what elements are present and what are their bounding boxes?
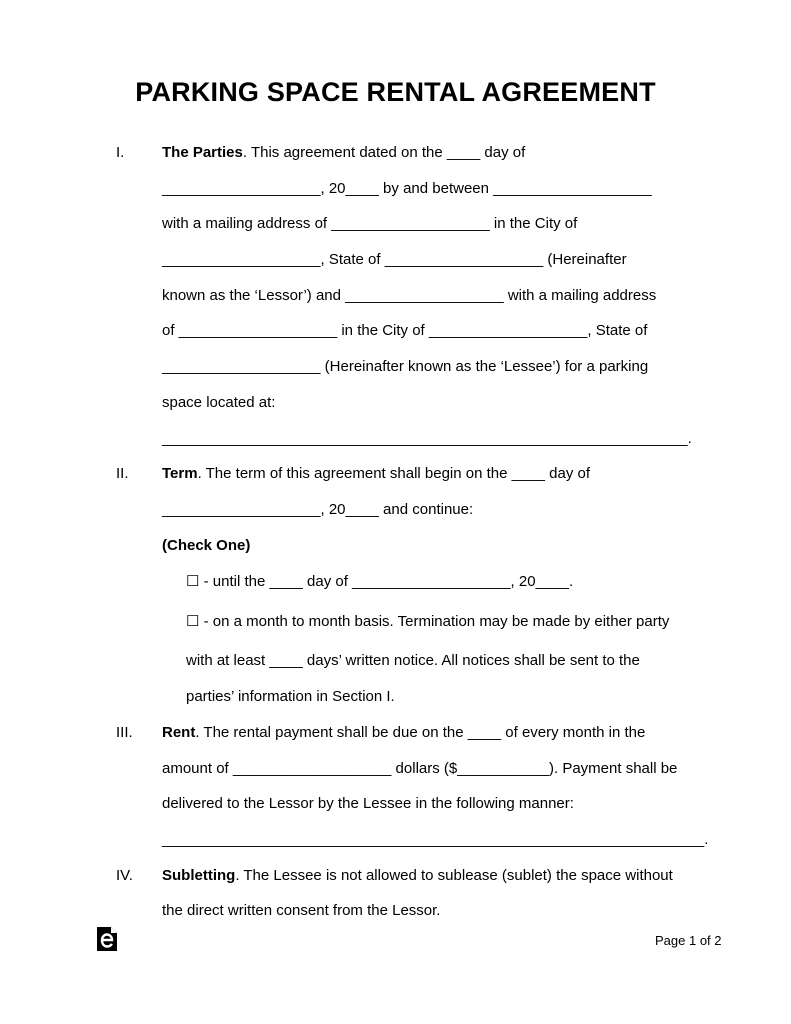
section-number: I. bbox=[116, 144, 125, 161]
section-term-line-1 bbox=[162, 465, 590, 483]
term-option-line-2: with at least ____ days’ written notice. All notices shall be sent to the bbox=[186, 652, 640, 669]
section-text: . This agreement dated on the ____ day of bbox=[242, 144, 526, 161]
section-subletting-line-1 bbox=[162, 867, 673, 885]
section-parties-line-2: ___________________, 20____ by and between ___________________ bbox=[162, 180, 652, 197]
section-heading: Rent bbox=[162, 724, 196, 741]
term-option-fixed-date: ☐ - until the ____ day of ___________________, 20____. bbox=[186, 573, 574, 590]
section-rent-line-3: delivered to the Lessor by the Lessee in the following manner: bbox=[162, 795, 574, 812]
section-parties-line-8: space located at: bbox=[162, 394, 276, 411]
section-heading: Subletting bbox=[162, 867, 236, 884]
section-parties-line-7: ___________________ (Hereinafter known as the ‘Lessee’) for a parking bbox=[162, 358, 649, 375]
section-rent-line-4: _________________________________________________________________. bbox=[162, 831, 709, 848]
term-option-month-to-month: ☐ - on a month to month basis. Termination may be made by either party bbox=[186, 613, 670, 630]
section-number: III. bbox=[116, 724, 133, 741]
section-parties-line-9: _______________________________________________________________. bbox=[162, 430, 692, 447]
section-number: IV. bbox=[116, 867, 133, 884]
section-parties-line-1 bbox=[162, 144, 525, 162]
section-parties-line-6: of ___________________ in the City of ___________________, State of bbox=[162, 322, 648, 339]
section-rent-line-1 bbox=[162, 724, 645, 742]
section-text: . The term of this agreement shall begin on the ____ day of bbox=[197, 465, 591, 482]
term-option-line-3: parties’ information in Section I. bbox=[186, 688, 395, 705]
section-parties-line-4: ___________________, State of ___________________ (Hereinafter bbox=[162, 251, 627, 268]
section-term-line-2: ___________________, 20____ and continue: bbox=[162, 501, 474, 518]
document-title: PARKING SPACE RENTAL AGREEMENT bbox=[135, 77, 656, 107]
section-parties-line-5: known as the ‘Lessor’) and ___________________ with a mailing address bbox=[162, 287, 657, 304]
check-one-label: (Check One) bbox=[162, 537, 251, 554]
eforms-logo-icon bbox=[97, 925, 117, 951]
section-text: . The Lessee is not allowed to sublease (sublet) the space without bbox=[235, 867, 673, 884]
page-number: Page 1 of 2 bbox=[655, 933, 722, 948]
section-text: . The rental payment shall be due on the ____ of every month in the bbox=[195, 724, 646, 741]
section-number: II. bbox=[116, 465, 129, 482]
section-heading: Term bbox=[162, 465, 198, 482]
section-subletting-line-2: the direct written consent from the Lessor. bbox=[162, 902, 441, 919]
section-heading: The Parties bbox=[162, 144, 243, 161]
section-parties-line-3: with a mailing address of ___________________ in the City of bbox=[162, 215, 578, 232]
section-rent-line-2: amount of ___________________ dollars ($___________). Payment shall be bbox=[162, 760, 678, 777]
